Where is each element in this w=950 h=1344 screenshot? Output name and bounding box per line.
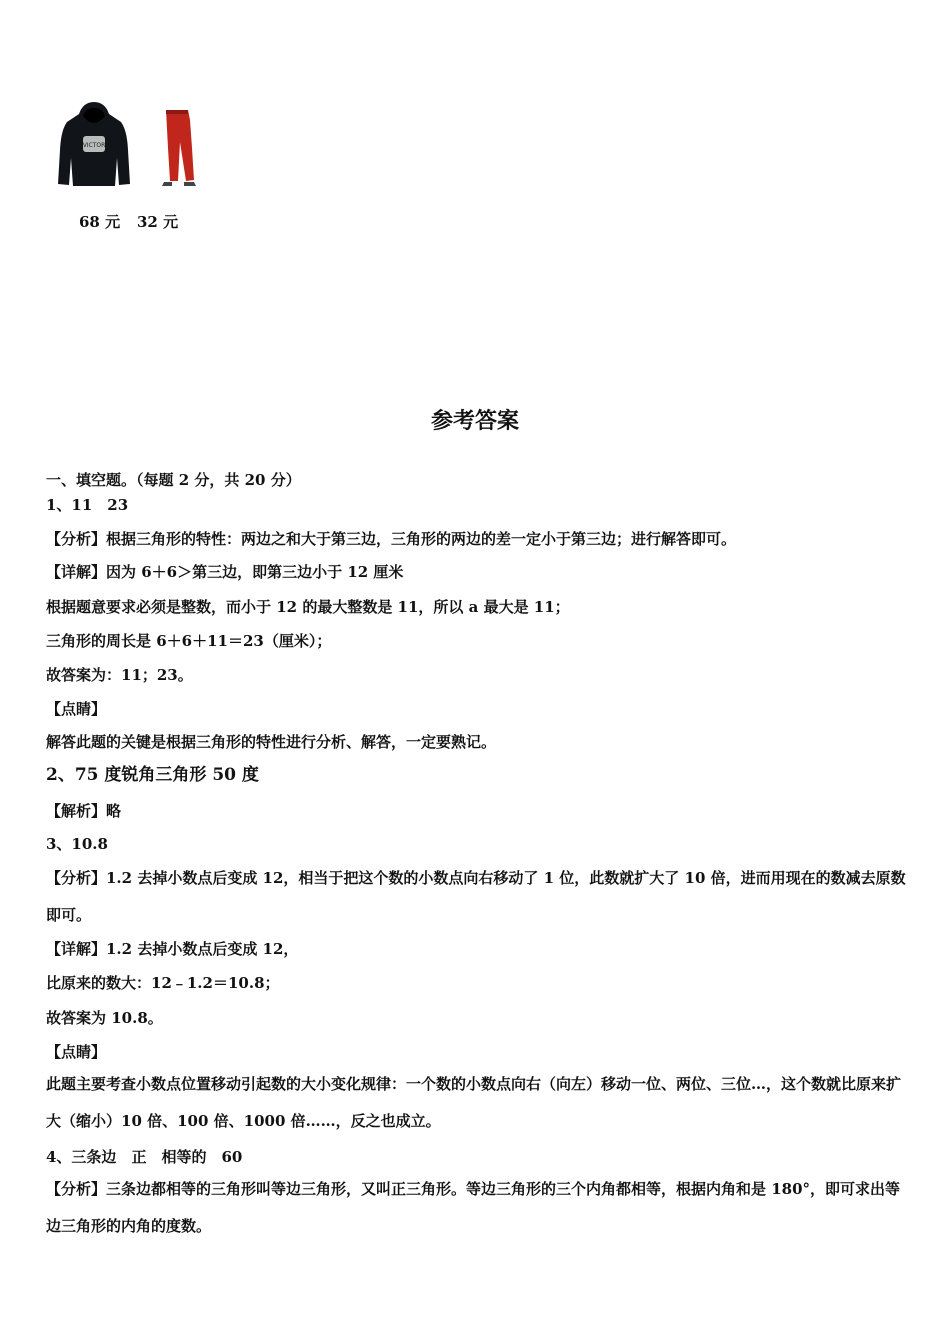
question-1-detail-line: 根据题意要求必须是整数，而小于 12 的最大整数是 11，所以 a 最大是 11； xyxy=(46,598,570,616)
question-3-analysis: 【分析】1.2 去掉小数点后变成 12，相当于把这个数的小数点向右移动了 1 位，此数就扩大了 10 倍，进而用现在的数减去原数即可。 xyxy=(46,869,906,924)
question-3-detail: 【详解】1.2 去掉小数点后变成 12， xyxy=(46,940,299,958)
question-1-tip-text: 解答此题的关键是根据三角形的特性进行分析、解答，一定要熟记。 xyxy=(46,733,497,751)
question-1-analysis: 【分析】根据三角形的特性：两边之和大于第三边，三角形的两边的差一定小于第三边；进行解答即可。 xyxy=(46,530,737,548)
hoodie-price: 68 元 xyxy=(79,213,121,231)
question-3-detail-line: 比原来的数大：12﹣1.2＝10.8； xyxy=(46,974,280,992)
pants-image xyxy=(158,108,200,188)
question-4-analysis: 【分析】三条边都相等的三角形叫等边三角形，又叫正三角形。等边三角形的三个内角都相等，根据内角和是 180°，即可求出等边三角形的内角的度数。 xyxy=(46,1180,901,1235)
section-heading: 一、填空题。（每题 2 分，共 20 分） xyxy=(46,471,301,489)
question-1-detail: 【详解】因为 6＋6＞第三边，即第三边小于 12 厘米 xyxy=(46,563,404,581)
question-1-answer: 1、11 23 xyxy=(46,496,129,514)
question-2-answer: 2、75 度锐角三角形 50 度 xyxy=(46,765,259,785)
question-1-detail-line: 三角形的周长是 6＋6＋11＝23（厘米）； xyxy=(46,632,332,650)
page-title: 参考答案 xyxy=(430,409,519,434)
question-4-answer: 4、三条边 正 相等的 60 xyxy=(46,1148,243,1166)
question-2-analysis: 【解析】略 xyxy=(46,802,122,820)
question-3-tip-label: 【点睛】 xyxy=(46,1043,107,1061)
question-3-conclusion: 故答案为 10.8。 xyxy=(46,1009,163,1027)
svg-text:VICTOR: VICTOR xyxy=(82,142,106,149)
question-3-tip-text: 此题主要考查小数点位置移动引起数的大小变化规律：一个数的小数点向右（向左）移动一位、两位、三位…，这个数就比原来扩大（缩小）10 倍、100 倍、1000 倍……，反之也成立。 xyxy=(46,1075,902,1130)
question-1-tip-label: 【点睛】 xyxy=(46,700,107,718)
pants-price: 32 元 xyxy=(137,213,179,231)
question-1-conclusion: 故答案为：11；23。 xyxy=(46,666,193,684)
question-3-answer: 3、10.8 xyxy=(46,835,108,853)
hoodie-image xyxy=(55,100,133,188)
